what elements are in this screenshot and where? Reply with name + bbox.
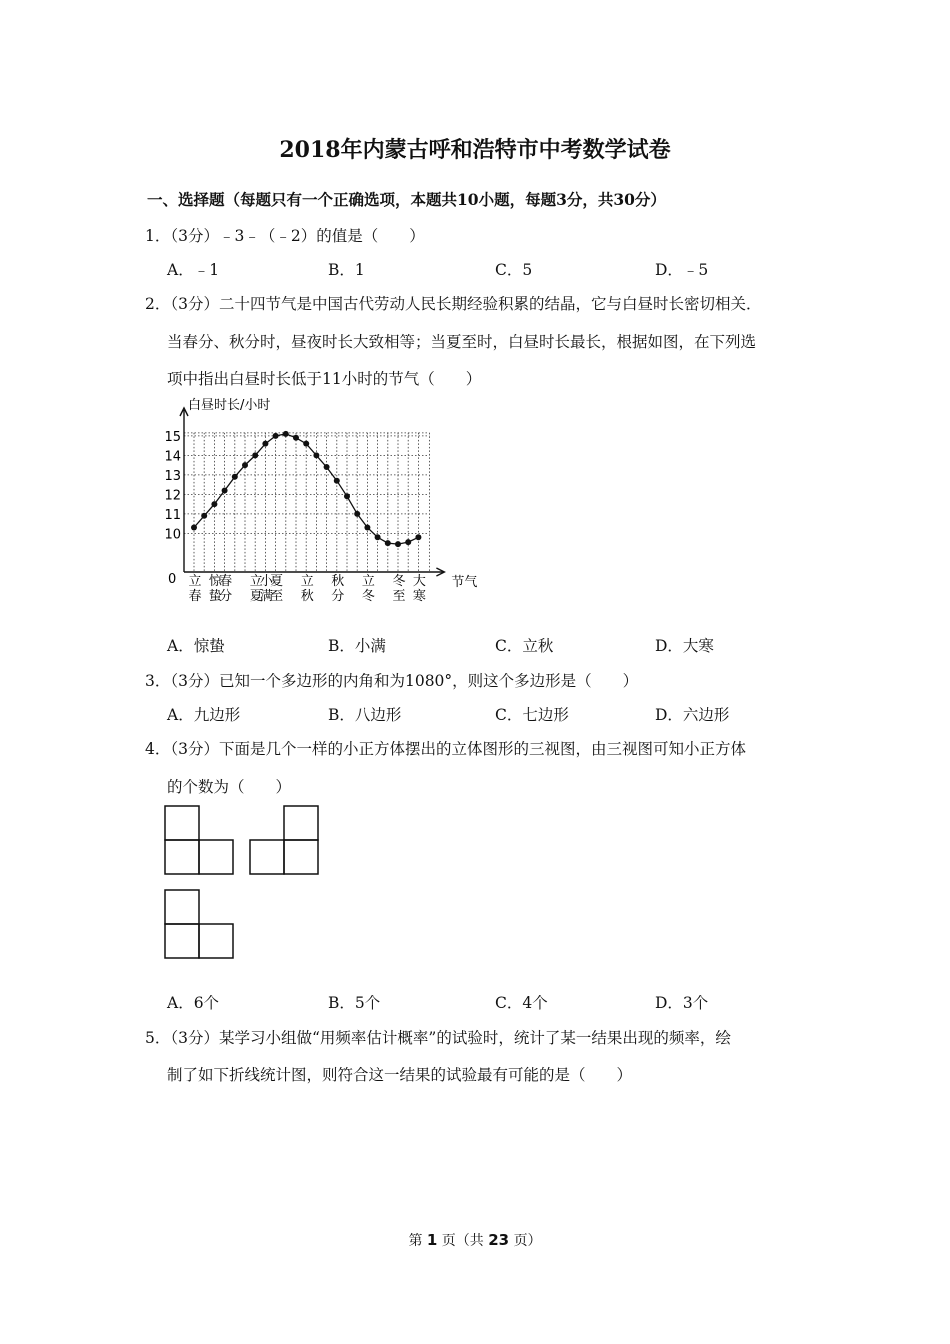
q4-option-c: C．4个 <box>495 994 548 1012</box>
x-tick-label: 夏 <box>270 574 284 589</box>
origin-label: 0 <box>168 572 177 587</box>
y-tick-label: 10 <box>164 527 181 543</box>
data-point <box>211 501 217 507</box>
y-tick-label: 15 <box>164 429 181 445</box>
footer-mid: 页（共 <box>441 1233 484 1249</box>
x-tick-label: 立 <box>249 574 263 589</box>
section-heading: 一、选择题（每题只有一个正确选项，本题共10小题，每题3分，共30分） <box>147 190 666 209</box>
data-point <box>273 433 279 439</box>
data-point <box>313 452 319 458</box>
x-tick-label: 至 <box>270 589 284 604</box>
q2-option-d: D．大寒 <box>655 637 714 655</box>
x-tick-label: 春 <box>188 589 202 604</box>
data-point <box>375 534 381 540</box>
side-view <box>250 806 318 874</box>
data-point <box>395 541 401 547</box>
y-axis-label: 白昼时长/小时 <box>188 398 271 413</box>
x-tick-label: 立 <box>300 574 314 589</box>
data-point <box>354 511 360 517</box>
q1-option-b: B．1 <box>328 261 365 279</box>
x-tick-label: 冬 <box>361 589 375 604</box>
q2-option-a: A．惊蛰 <box>167 637 225 655</box>
page-title: 2018年内蒙古呼和浩特市中考数学试卷 <box>279 137 671 163</box>
x-tick-label: 立 <box>188 574 202 589</box>
x-tick-label: 立 <box>361 574 375 589</box>
data-point <box>201 513 207 519</box>
x-tick-label: 冬 <box>392 574 406 589</box>
data-point <box>364 525 370 531</box>
q3-option-c: C．七边形 <box>495 706 569 724</box>
data-point <box>191 525 197 531</box>
data-point <box>262 441 268 447</box>
footer-total-pages: 23 <box>488 1231 510 1249</box>
data-point <box>283 431 289 437</box>
question-2-line-2: 当春分、秋分时，昼夜时长大致相等；当夏至时，白昼时长最长，根据如图，在下列选 <box>167 333 757 351</box>
data-point <box>303 441 309 447</box>
q2-option-c: C．立秋 <box>495 637 554 655</box>
footer-prefix: 第 <box>408 1233 423 1249</box>
x-tick-label: 分 <box>331 589 345 604</box>
x-tick-label: 惊 <box>208 574 222 589</box>
footer-suffix: 页） <box>513 1233 542 1249</box>
q4-option-b: B．5个 <box>328 994 381 1012</box>
data-point <box>415 534 421 540</box>
x-axis-label: 节气 <box>451 575 478 590</box>
data-point <box>324 464 330 470</box>
data-point <box>252 452 258 458</box>
data-point <box>232 474 238 480</box>
question-4-line-1: 4．（3分）下面是几个一样的小正方体摆出的立体图形的三视图，由三视图可知小正方体 <box>145 740 746 758</box>
q1-option-d: D．﹣5 <box>655 261 709 279</box>
data-point <box>334 478 340 484</box>
data-point <box>293 435 299 441</box>
x-tick-label: 寒 <box>412 589 426 604</box>
data-point <box>405 539 411 545</box>
x-tick-label: 满 <box>259 589 273 604</box>
q2-option-b: B．小满 <box>328 637 386 655</box>
question-3-text: 3．（3分）已知一个多边形的内角和为1080°，则这个多边形是（ ） <box>145 672 639 690</box>
page-footer <box>0 1230 950 1250</box>
q4-option-a: A．6个 <box>167 994 220 1012</box>
y-tick-label: 13 <box>164 468 181 484</box>
x-tick-label: 蛰 <box>208 589 222 604</box>
x-tick-label: 大 <box>412 574 426 589</box>
x-tick-label: 春 <box>219 574 233 589</box>
q3-option-b: B．八边形 <box>328 706 402 724</box>
y-tick-label: 11 <box>164 507 181 523</box>
x-tick-label: 秋 <box>300 589 314 604</box>
data-point <box>222 487 228 493</box>
y-tick-label: 12 <box>164 488 181 504</box>
q3-option-d: D．六边形 <box>655 706 730 724</box>
q4-option-d: D．3个 <box>655 994 709 1012</box>
footer-page-number: 1 <box>426 1231 438 1249</box>
y-tick-label: 14 <box>164 449 181 465</box>
front-view <box>165 806 233 874</box>
q1-option-c: C．5 <box>495 261 533 279</box>
daylight-chart <box>160 392 510 612</box>
x-tick-label: 秋 <box>331 574 345 589</box>
question-4-line-2: 的个数为（ ） <box>167 778 292 796</box>
question-5-line-1: 5．（3分）某学习小组做“用频率估计概率”的试验时，统计了某一结果出现的频率，绘 <box>145 1029 731 1047</box>
data-point <box>242 462 248 468</box>
data-point <box>344 493 350 499</box>
question-2-line-1: 2．（3分）二十四节气是中国古代劳动人民长期经验积累的结晶，它与白昼时长密切相关． <box>145 295 762 313</box>
x-tick-label: 分 <box>219 589 233 604</box>
x-tick-label: 至 <box>392 589 406 604</box>
q1-option-a: A．﹣1 <box>167 261 220 279</box>
three-view-drawings <box>160 800 330 965</box>
question-1-text: 1．（3分）﹣3﹣（﹣2）的值是（ ） <box>145 227 425 245</box>
x-tick-label: 小 <box>259 574 273 589</box>
data-point <box>385 540 391 546</box>
q3-option-a: A．九边形 <box>167 706 241 724</box>
top-view <box>165 890 233 958</box>
x-tick-label: 夏 <box>249 589 263 604</box>
question-2-line-3: 项中指出白昼时长低于11小时的节气（ ） <box>167 370 482 388</box>
question-5-line-2: 制了如下折线统计图，则符合这一结果的试验最有可能的是（ ） <box>167 1066 633 1084</box>
